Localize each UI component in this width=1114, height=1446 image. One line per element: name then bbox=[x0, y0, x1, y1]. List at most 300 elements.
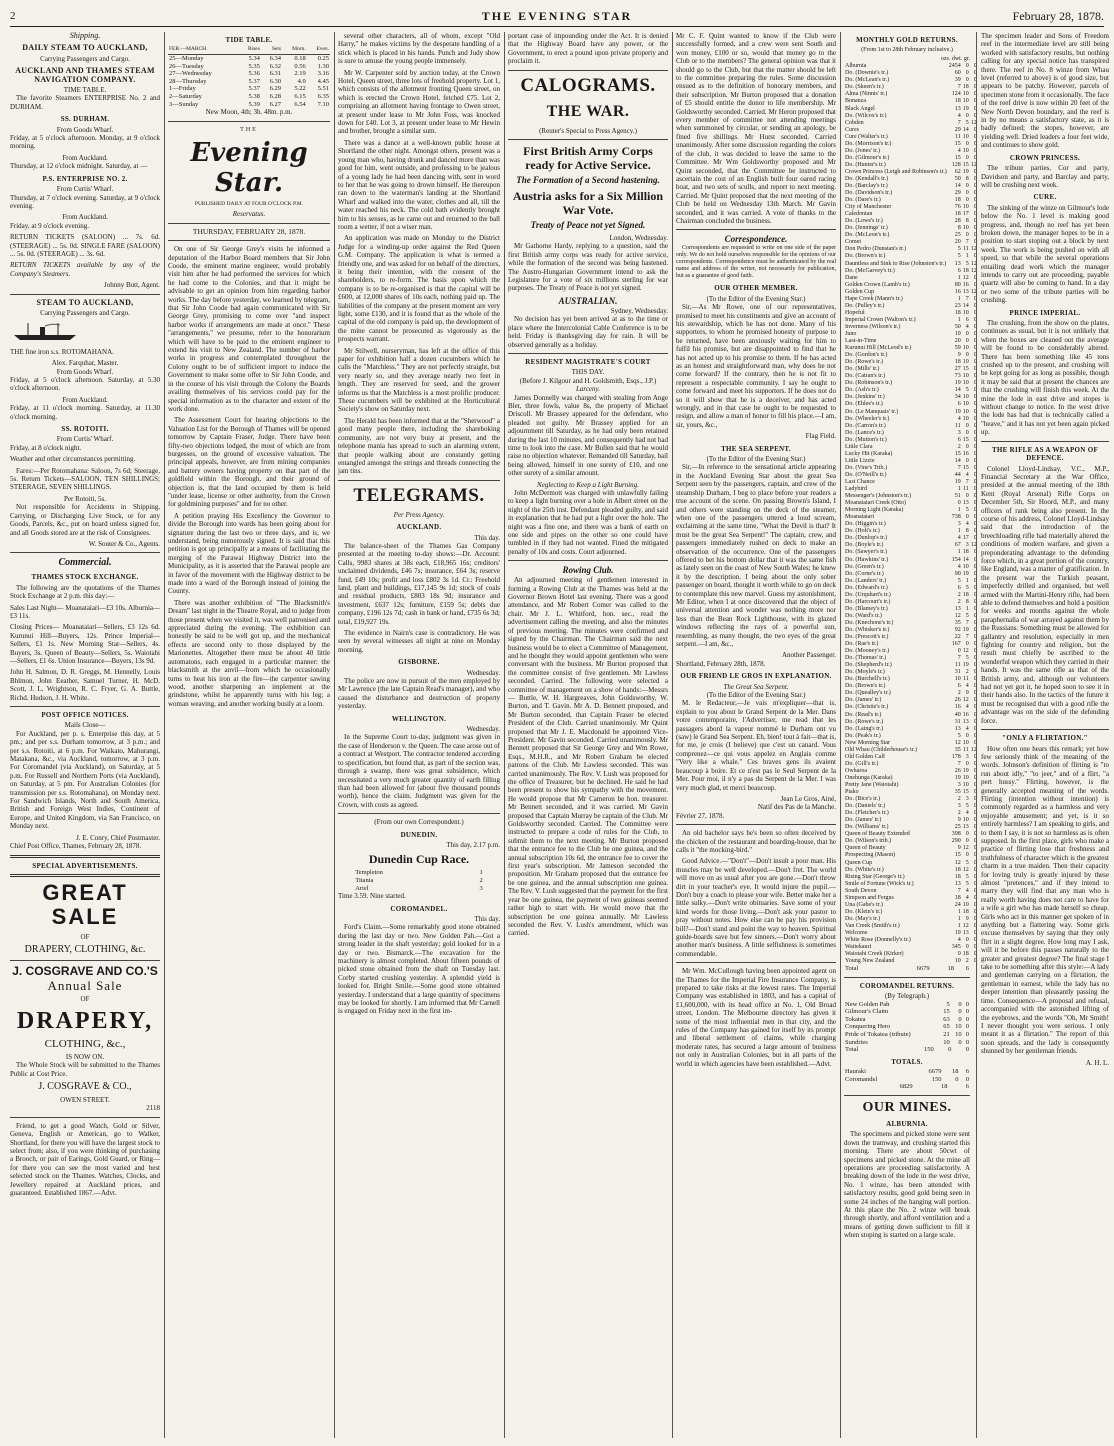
gold-return-row bbox=[844, 712, 978, 719]
gold-return-value: 31 bbox=[954, 718, 961, 725]
gold-return-value: 4 bbox=[957, 415, 961, 422]
durham-from: From Goods Wharf. bbox=[56, 125, 114, 134]
gold-return-name: Bonanza bbox=[845, 98, 866, 105]
gold-return-name: Do. (Pulley's tr.) bbox=[845, 302, 885, 309]
tide-value: 6.30 bbox=[269, 77, 282, 85]
gold-total bbox=[844, 965, 970, 973]
gold-return-value: 27 bbox=[954, 366, 961, 373]
gold-return-value: 0 bbox=[973, 239, 977, 246]
gold-return-name: Golden Cup bbox=[845, 288, 875, 295]
gold-return-value: 0 bbox=[973, 619, 977, 626]
gold-return-value: 0 bbox=[973, 190, 977, 197]
gold-return-name: Black Angel bbox=[845, 105, 875, 112]
gold-return-name: Cure (Walter's tr.) bbox=[845, 133, 888, 140]
tide-column-header: Morn. bbox=[282, 46, 307, 54]
gold-return-row bbox=[844, 704, 978, 711]
rotoiti-heading: SS. ROTOITI. bbox=[61, 425, 109, 434]
divider bbox=[508, 70, 668, 71]
steam-to-auckland-sub: Carrying Passengers and Cargo. bbox=[40, 308, 130, 317]
rotomahana-ad: THE fine iron s.s. ROTOMAHANA. bbox=[10, 347, 114, 356]
gold-return-name: Do. (Urquhart's tr.) bbox=[845, 591, 891, 598]
gold-return-value: 5 bbox=[957, 577, 961, 584]
flirtation-body: How often one hears this remark; yet how few seriously think of the meaning of the words. Johnson's definition of flirting is "to run about idly," "to jeer," and of a flirt, "a pert hussy." Flirting, however, is the generally accepted meaning of the words. Flirting (intention without intention) is commonly regarded as a harmless and very enjoyable amusement; and yet, is it so entirely harmless? I am speaking to girls, and to them I say, it is not so harmless as is often supposed. In the first place, girls who make a practice of flirting lose that freshness and truthfulness of character which is the greatest charm in a true maiden. Then their capacity for loving truly is greatly injured by these almost "pretences," and if they intend to marry they will find that any man who is really worth having does not care to have for a wife a girl who has made herself so cheap. Girls who act in this manner get spoken of in anything but a flattering way. Some girls excuse themselves by saying that they only flirt in a slight degree. How long may I ask, will it be before this passes naturally to the greater and greatest degree? The final stage I take to be something after this style:—A lady and gentleman carrying on a flirtation, the gentleman in earnest, while the lady has no deeper intention than pleasantly passing the time. Consequence—A proposal and refusal, accompanied with the astonished lifting of the eyebrows, and the words "Oh, Mr Smith! I never thought you were serious. I only meant it as a flirtation." The report of this soon spreads, and the lady is consequently shunned by her gentleman friends. bbox=[981, 744, 1109, 1056]
gold-return-row bbox=[844, 549, 978, 556]
gold-return-value: 31 bbox=[954, 669, 961, 676]
gold-return-value: 19 bbox=[962, 105, 969, 112]
gold-return-value: 15 bbox=[954, 852, 961, 859]
gold-return-value: 6 bbox=[957, 436, 961, 443]
gold-return-row bbox=[844, 888, 978, 895]
gold-return-value: 0 bbox=[973, 380, 977, 387]
dateline-gisborne: GISBORNE. bbox=[398, 658, 440, 667]
gold-return-value: 1 bbox=[957, 486, 961, 493]
enterprise-from: From Curtis' Wharf. bbox=[56, 185, 114, 194]
gold-return-value: 18 bbox=[954, 98, 961, 105]
tide-row bbox=[168, 85, 330, 93]
gold-return-value: 22 bbox=[954, 634, 961, 641]
tide-value: 5.36 bbox=[248, 70, 260, 78]
gold-return-value: 0 bbox=[973, 521, 977, 528]
gold-return-name: Do. (Harcourt's tr.) bbox=[845, 598, 891, 605]
moon-phase: New Moon, 4th; 3h. 48m. p.m. bbox=[205, 108, 293, 117]
cup-time: Time 3.59. Nine started. bbox=[338, 892, 406, 901]
gold-return-value: 0 bbox=[973, 183, 977, 190]
gold-return-value: 8 bbox=[965, 598, 969, 605]
letter-signature-2: Natif des Pas de la Manche. bbox=[757, 803, 836, 812]
gold-return-value: 0 bbox=[973, 958, 977, 965]
gold-return-value: 0 bbox=[965, 852, 969, 859]
gold-return-value: 0 bbox=[973, 591, 977, 598]
gold-return-name: Alburnia bbox=[845, 63, 867, 70]
dunedin-cup-heading: Dunedin Cup Race. bbox=[368, 852, 470, 867]
neglecting-body: John McDermott was charged with unlawfully failing to keep a light burning over a hole in Albert street on the night of the 25th inst. Defendant pleaded guilty, and said in explanation that he had put a light over the hole. The night was a fine one, and there was a bank of earth on one side and pipes on the other so one could have tumbled in if they had not wanted. Fined the mitigated penalty of 10s and costs. Court adjourned. bbox=[508, 489, 668, 556]
gold-return-value: 7 bbox=[965, 478, 969, 485]
tide-name: 26—Tuesday bbox=[169, 62, 204, 70]
enterprise-auckland: From Auckland. bbox=[62, 213, 108, 222]
gold-return-name: Do. (Brown's tr.) bbox=[845, 253, 886, 260]
gold-return-name: Queen Cup bbox=[845, 859, 873, 866]
gold-return-value: 0 bbox=[973, 91, 977, 98]
divider bbox=[10, 960, 160, 961]
gold-return-value: 12 bbox=[962, 866, 969, 873]
dunedin-day: This day, 2.17 p.m. bbox=[446, 840, 500, 849]
gold-returns-block bbox=[844, 32, 977, 1243]
gold-return-row bbox=[844, 303, 978, 310]
gold-return-value: 0 bbox=[973, 338, 977, 345]
gold-return-row bbox=[844, 479, 978, 486]
masthead-date: February 28, 1878. bbox=[1012, 9, 1104, 23]
gold-return-value: 7 bbox=[965, 239, 969, 246]
gold-return-value: 14 bbox=[954, 387, 961, 394]
gold-return-row bbox=[844, 296, 978, 303]
gold-return-value: 4 bbox=[957, 937, 961, 944]
tide-value: 3.16 bbox=[317, 70, 329, 78]
tide-column-header: Even. bbox=[307, 46, 330, 54]
gold-return-name: Hape Creek (Mann's tr.) bbox=[845, 295, 903, 302]
gold-return-value: 0 bbox=[973, 281, 977, 288]
gold-return-value: 18 bbox=[962, 591, 969, 598]
letter-signature: Jean Le Gros, Ainé, bbox=[780, 794, 836, 803]
gold-return-value: 25 bbox=[954, 824, 961, 831]
column-3-telegrams bbox=[338, 32, 500, 1438]
tide-value: 5.39 bbox=[248, 100, 260, 108]
gold-return-value: 7 bbox=[957, 887, 961, 894]
gold-return-value: 2 bbox=[957, 796, 961, 803]
gold-return-value: 345 bbox=[951, 944, 961, 951]
gold-return-value: 18 bbox=[954, 309, 961, 316]
gold-return-value: 9 bbox=[957, 817, 961, 824]
rotomahana-from: From Goods Wharf. bbox=[56, 367, 114, 376]
gold-return-value: 50 bbox=[954, 323, 961, 330]
gold-return-value: 1 bbox=[957, 528, 961, 535]
telegrams-heading: TELEGRAMS. bbox=[353, 484, 485, 506]
gold-return-value: 0 bbox=[973, 683, 977, 690]
gold-return-value: 1 bbox=[957, 316, 961, 323]
column-4-war bbox=[508, 32, 668, 1438]
coromandel-return-name: Sundries bbox=[845, 1038, 868, 1046]
this-day: THIS DAY. bbox=[571, 368, 605, 377]
gold-return-value: 0 bbox=[973, 204, 977, 211]
tide-value: 6.28 bbox=[269, 92, 282, 100]
gold-return-value: 0 bbox=[973, 915, 977, 922]
gold-return-value: 0 bbox=[973, 168, 977, 175]
tide-value: 6.35 bbox=[317, 92, 329, 100]
gold-return-value: 3 bbox=[965, 796, 969, 803]
totals-value: 18 bbox=[951, 1068, 959, 1076]
gold-return-value: 10 bbox=[962, 98, 969, 105]
divider bbox=[844, 977, 970, 978]
gold-return-value: 0 bbox=[973, 922, 977, 929]
gold-return-row bbox=[844, 451, 978, 458]
gold-return-name: Do. (Jennings' tr.) bbox=[845, 225, 888, 232]
court-before: (Before J. Kilgour and H. Goldsmith, Esqs., J.P.) bbox=[519, 376, 657, 385]
gold-return-value: 18 bbox=[962, 549, 969, 556]
gold-return-name: Pretty Jane (Waiotahi) bbox=[845, 782, 899, 788]
gold-return-row bbox=[844, 775, 978, 782]
gold-return-value: 0 bbox=[973, 450, 977, 457]
coromandel-return-value: 0 bbox=[965, 1038, 969, 1046]
rotoiti-fare: Per Rotoiti, 5s. bbox=[63, 494, 106, 503]
gold-return-value: 0 bbox=[973, 309, 977, 316]
tide-value: 6.15 bbox=[294, 92, 306, 100]
durham-auckland-times: Thursday, at 12 o'clock midnight. Saturday, at — bbox=[10, 162, 148, 171]
flirtation-heading: "ONLY A FLIRTATION." bbox=[1002, 734, 1088, 743]
ad-daily-steam-sub: Carrying Passengers and Cargo. bbox=[40, 54, 130, 63]
gold-return-value: 16 bbox=[954, 704, 961, 711]
enterprise-heading: P.S. ENTERPRISE NO. 2. bbox=[42, 174, 128, 183]
gold-return-value: 5 bbox=[965, 803, 969, 810]
gold-return-value: 5 bbox=[965, 612, 969, 619]
gold-return-name: Do. (Laing's tr.) bbox=[845, 725, 884, 732]
gold-return-value: 35 bbox=[954, 746, 961, 753]
gold-return-name: Lucky Hit (Karaka) bbox=[845, 450, 893, 457]
gold-return-value: 40 bbox=[954, 711, 961, 718]
gold-return-value: 19 bbox=[954, 774, 961, 781]
gold-return-value: 0 bbox=[973, 718, 977, 725]
gold-return-name: Do. (Barclay's tr.) bbox=[845, 183, 888, 190]
tide-value: 7.10 bbox=[317, 100, 329, 108]
gold-return-name: White Rose (Donnelly's tr.) bbox=[845, 937, 911, 944]
telegram-coromandel: Ford's Claim.—Some remarkably good stone obtained during the last day or two. New Golden Pah.—Got a strong leader in the shaft yesterday; gold looked for in a day or two. Bismarck.—The excavation for the machinery is almost completed. About fifteen pounds of picked stone obtained from the shaft on Tuesday last. Corby started crushing yesterday. A splendid yield is looked for. Bright Smile.—Some good stone obtained yesterday. I understand that a large quantity of specimens may be looked for shortly. I am informed that Mr Carnell is engaged on Friday next in the first im- bbox=[338, 923, 500, 1016]
gold-return-value: 0 bbox=[973, 605, 977, 612]
gold-return-name: Do. (Dunlop's tr.) bbox=[845, 535, 888, 542]
gold-return-name: Do. (Gill's tr.) bbox=[845, 760, 879, 767]
gold-return-name: Do. (Hawkins' tr.) bbox=[845, 556, 889, 563]
coromandel-return-row bbox=[844, 1039, 970, 1047]
gold-return-name: Do. (Klein's tr.) bbox=[845, 908, 883, 915]
coromandel-return-name: New Golden Pah bbox=[845, 1000, 890, 1008]
gold-return-value: 0 bbox=[973, 887, 977, 894]
totals-name: Hauraki bbox=[845, 1068, 866, 1076]
gold-return-row bbox=[844, 747, 978, 754]
gold-return-name: Do. (Read's tr.) bbox=[845, 711, 882, 718]
published-line: PUBLISHED DAILY AT FOUR O'CLOCK P.M. bbox=[194, 200, 304, 207]
durham-heading: SS. DURHAM. bbox=[60, 115, 110, 124]
cup-result-value: 3 bbox=[479, 884, 483, 892]
divider bbox=[10, 552, 160, 553]
gold-return-value: 10 bbox=[962, 901, 969, 908]
gold-return-value: 1 bbox=[957, 295, 961, 302]
gold-return-name: Morning Light (Karaka) bbox=[845, 507, 904, 514]
totals-value: 6 bbox=[965, 1068, 969, 1076]
gold-return-row bbox=[844, 113, 978, 120]
coromandel-return-name: Tokatea bbox=[845, 1015, 866, 1023]
larceny-heading: Larceny. bbox=[575, 385, 601, 394]
drapery-heading: DRAPERY, bbox=[16, 1007, 154, 1034]
other-member-heading: OUR OTHER MEMBER. bbox=[714, 284, 798, 293]
gold-return-name: Do. (Catran's tr.) bbox=[845, 373, 886, 380]
gold-return-name: Do. (Vine's Trib.) bbox=[845, 464, 888, 471]
gold-return-value: 0 bbox=[965, 760, 969, 767]
cup-result-row bbox=[354, 885, 484, 893]
gold-return-value: 10 bbox=[962, 817, 969, 824]
gold-return-row bbox=[844, 902, 978, 909]
gold-return-value: 0 bbox=[965, 154, 969, 161]
gold-return-name: Do. (Quealley's tr.) bbox=[845, 690, 891, 697]
gold-return-value: 0 bbox=[973, 464, 977, 471]
gold-return-value: 12 bbox=[962, 648, 969, 655]
gold-return-value: 0 bbox=[973, 147, 977, 154]
gold-return-value: 7 bbox=[957, 119, 961, 126]
gold-return-value: 15 bbox=[954, 450, 961, 457]
gold-return-value: 14 bbox=[962, 126, 969, 133]
gold-return-value: 178 bbox=[951, 753, 961, 760]
gold-return-value: 0 bbox=[973, 944, 977, 951]
army-headline: First British Army Corps ready for Active Service. bbox=[523, 144, 653, 173]
tide-value: 0.25 bbox=[317, 55, 329, 62]
gold-return-value: 0 bbox=[973, 676, 977, 683]
weather-note: Weather and other circumstances permitting. bbox=[10, 455, 136, 464]
gold-return-name: Do. (Jenkins' tr.) bbox=[845, 394, 885, 401]
gold-return-value: 4 bbox=[965, 704, 969, 711]
gold-return-value: 12 bbox=[962, 274, 969, 281]
gold-return-value: 19 bbox=[954, 929, 961, 936]
totals-value: 0 bbox=[965, 1075, 969, 1083]
gold-return-value: 34 bbox=[954, 394, 961, 401]
tide-value: 5.37 bbox=[248, 85, 260, 93]
gold-return-value: 4 bbox=[957, 112, 961, 119]
gold-return-value: 13 bbox=[962, 288, 969, 295]
divider bbox=[10, 874, 160, 877]
gold-return-value: 1 bbox=[957, 922, 961, 929]
gold-return-value: 13 bbox=[954, 725, 961, 732]
gold-return-value: 0 bbox=[973, 549, 977, 556]
gold-return-value: 0 bbox=[973, 77, 977, 84]
gold-return-name: Welcome bbox=[845, 929, 868, 936]
gold-return-value: 1 bbox=[965, 253, 969, 260]
gold-return-value: 8 bbox=[957, 225, 961, 232]
coromandel-return-name: Pride of Tokatea (tribute) bbox=[845, 1031, 911, 1038]
gold-return-row bbox=[844, 620, 978, 627]
gold-return-name: Do. (Corne's tr.) bbox=[845, 570, 884, 577]
gold-return-value: 29 bbox=[954, 190, 961, 197]
gold-return-name: Prospecting (Mason) bbox=[845, 852, 896, 859]
news-paragraph: several other characters, all of whom, except "Old Harry," he makes victims by the desperate handling of a stick which is placed in his hands. Punch and Judy show is sure to amuse the young people immensely. bbox=[338, 32, 500, 66]
gold-return-value: 2 bbox=[957, 810, 961, 817]
gold-return-value: 12 bbox=[954, 612, 961, 619]
gold-return-value: 0 bbox=[973, 859, 977, 866]
gold-return-value: 5 bbox=[957, 246, 961, 253]
gold-return-name: Do. (Wheeler's tr.) bbox=[845, 415, 890, 422]
gold-return-name: Do. (Blamey's tr.) bbox=[845, 605, 888, 612]
total-label: Total bbox=[845, 1046, 859, 1054]
coro-total-dwt: 0 bbox=[948, 1046, 952, 1054]
tide-value: 5.38 bbox=[248, 92, 260, 100]
gold-return-value: 0 bbox=[973, 486, 977, 493]
gold-return-value: 0 bbox=[973, 634, 977, 641]
coromandel-return-value: 5 bbox=[946, 1000, 950, 1008]
gold-return-value: 80 bbox=[954, 281, 961, 288]
newspaper-title: Evening Star. bbox=[190, 137, 308, 198]
gold-return-row bbox=[844, 176, 978, 183]
cup-result-row bbox=[354, 877, 484, 885]
coromandel-return-value: 0 bbox=[965, 1031, 969, 1038]
gold-return-value: 0 bbox=[973, 225, 977, 232]
gold-return-value: 12 bbox=[954, 739, 961, 746]
telegram-auckland: The balance-sheet of the Thames Gas Company presented at the meeting to-day shows:—Dr. Account: Calls, 9983 shares at 38s each, £18,965 16s; creditors' unclaimed dividends, £46 7s; insurance, £64 3s; reserve fund, £49 10s; profit and loss £802 3s 1d. Cr.: Freehold land, plant and buildings, £17,145 9s 1d; stock of coals and residual products, £803 18s 9d; insurance and investment, £637 12s; furniture, £159 5s; debts due company, £196 12s 7d; cash in bank or hand, £735 6s 3d; total, £19,927 19s. bbox=[338, 541, 500, 626]
gold-return-row bbox=[844, 557, 978, 564]
divider bbox=[10, 855, 160, 858]
gold-return-value: 25 bbox=[954, 232, 961, 239]
gold-return-value: 19 bbox=[954, 380, 961, 387]
divider bbox=[168, 121, 330, 122]
gold-return-value: 12 bbox=[962, 922, 969, 929]
gold-return-value: 2 bbox=[965, 669, 969, 676]
cup-result-name: Titania bbox=[355, 876, 374, 884]
alburnia-heading: ALBURNIA. bbox=[886, 1119, 928, 1128]
dateline-coromandel: COROMANDEL. bbox=[390, 904, 448, 913]
gold-return-value: 4 bbox=[965, 810, 969, 817]
gold-return-value: 12 bbox=[970, 267, 977, 274]
gold-return-value: 0 bbox=[973, 803, 977, 810]
gold-return-row bbox=[844, 599, 978, 606]
tide-value: 0.18 bbox=[294, 55, 306, 62]
gold-return-name: Do. (Mills' tr.) bbox=[845, 366, 880, 373]
gold-return-name: Do. (Knechone's tr.) bbox=[845, 619, 894, 626]
gold-return-value: 0 bbox=[973, 669, 977, 676]
gold-return-value: 0 bbox=[973, 782, 977, 788]
good-advice-paragraph: Good Advice.—"Don't"—Don't insult a poor man. His muscles may be well developed.—Don't fret. The world will move on as usual after you are gone.—Don't throw dirt in your teacher's eye. It would injure the pupil.—Don't buy a coach to please your wife. Better make her a little sulky.—Don't write obituaries. Save some of your kind words for those living.—Don't ask your pastor to pray without notes. How else can he pay his provision bill?—Don't stand and point the way to heaven. Spiritual guide-boards save but few sinners.—Don't worry about another man's business. A little selfishness is sometimes commendable. bbox=[676, 857, 836, 958]
gold-return-value: 290 bbox=[951, 838, 961, 845]
gold-return-value: 12 bbox=[970, 246, 977, 253]
tide-value: 4.0 bbox=[297, 77, 306, 85]
gold-return-name: Do. (Higgin's tr.) bbox=[845, 521, 886, 528]
gold-return-value: 0 bbox=[973, 105, 977, 112]
news-paragraph: There was a dance at a well-known public house at Shortland the other night. Amongst others, present was a young man who, having drunk and danced more than was good for him, went outside, and professing to be jealous of a young lady he had been dancing with, sent in word to her that he was going to drown himself. He thereupon ran down to the waterman's landing at the Shortland Wharf and walked into the water, clothes and all, till the water reached his neck. The cold bath evidently brought him to his senses, as he came out and returned to the ball room a wetter, if not a wiser man. bbox=[338, 138, 500, 231]
gold-return-value: 5 bbox=[965, 655, 969, 662]
cup-result-row bbox=[354, 869, 484, 877]
gold-return-value: 12 bbox=[970, 542, 977, 549]
gold-return-value: 0 bbox=[965, 183, 969, 190]
gold-return-value: 0 bbox=[973, 345, 977, 352]
gold-return-value: 39 bbox=[954, 77, 961, 84]
gold-return-value: 0 bbox=[973, 845, 977, 852]
gold-return-value: 9 bbox=[965, 915, 969, 922]
gold-return-name: Do. (Kendall's tr.) bbox=[845, 175, 889, 182]
cup-result-value: 2 bbox=[479, 876, 483, 884]
gold-return-row bbox=[844, 571, 978, 578]
column-rule bbox=[164, 32, 165, 1438]
durham-auckland: From Auckland. bbox=[62, 153, 108, 162]
gold-return-value: 28 bbox=[954, 218, 961, 225]
gold-return-value: 0 bbox=[973, 133, 977, 140]
correspondence-note: Correspondents are requested to write on one side of the paper only. We do not hold ourselves responsible for the opinions of our correspondents. Correspondence must be authenticated by the real name and address of the writer, not necessarily for publication, but as a guarantee of good faith. bbox=[676, 245, 836, 280]
tide-column-header: Rises bbox=[239, 46, 261, 54]
gold-return-row bbox=[844, 204, 978, 211]
gold-return-value: 13 bbox=[962, 500, 969, 507]
gold-return-row bbox=[844, 253, 978, 260]
gold-return-name: Smile of Fortune (Wick's tr.) bbox=[845, 880, 914, 887]
gold-return-row bbox=[844, 331, 978, 338]
bachelor-paragraph: An old bachelor says he's been so often deceived by the chicken of the restaurant and boarding-house, that he calls it "the mocking-bird." bbox=[676, 829, 836, 854]
gold-return-value: 0 bbox=[973, 880, 977, 887]
gold-return-name: City of Manchester bbox=[845, 204, 892, 211]
gold-return-value: 0 bbox=[973, 725, 977, 732]
london-dateline: London, Wednesday. bbox=[609, 234, 668, 243]
gold-return-row bbox=[844, 155, 978, 162]
gold-return-value: 7 bbox=[965, 634, 969, 641]
tide-value: 2.19 bbox=[294, 70, 306, 78]
gold-return-value: 8 bbox=[965, 528, 969, 535]
gold-return-name: Do. (Morrison's tr.) bbox=[845, 140, 892, 147]
gold-return-row bbox=[844, 733, 978, 740]
gold-return-name: Do. (Prescott's tr.) bbox=[845, 634, 889, 641]
gold-return-name: Do. (Bice's tr.) bbox=[845, 796, 881, 803]
gold-return-value: 0 bbox=[965, 352, 969, 359]
gold-return-row bbox=[844, 282, 978, 289]
rowing-continued: Mr C. F. Quint wanted to know if the Club were successfully formed, and a crew were sent South and won money, £100 or so, would that money go to the Club or to the members? The general opinion was that it should go to the Club, but that the matter should be left to the committee preparing the rules. Some discussion ensued as to the definition of honorary members, and their subscription. Mr Burton proposed that a donation of £5 should entitle the donor to life membership. Mr Goldsworthy seconded. Carried. Mr Heron proposed that every member of committee not attending meetings when summoned by circular, or sending an apology, be fined five shillings. Mr Hurst seconded. Carried unanimously. After some discussion regarding the colors of the club, it was decided to leave the same to the Committee. Mr Wm Goldsworthy proposed and Mr Quint seconded, that the Committee be instructed to ascertain the cost of an English built four oared racing boat, and two sets of sculls, and report to next meeting. Carried. Mr Quint proposed that the next meeting of the Club be held on Wednesday 13th March. Mr Gavin seconded, and it was carried. A vote of thanks to the Chairman concluded the business. bbox=[676, 32, 836, 225]
gold-return-name: Do. (Landers' tr.) bbox=[845, 577, 887, 584]
steam-to-auckland-heading: STEAM TO AUCKLAND, bbox=[36, 297, 134, 307]
gold-return-row bbox=[844, 106, 978, 113]
gold-return-value: 0 bbox=[973, 739, 977, 746]
agent-signature: Johnny Butt, Agent. bbox=[103, 281, 160, 290]
wellington-day: Wednesday. bbox=[466, 725, 500, 734]
gold-return-value: 1 bbox=[965, 577, 969, 584]
gold-return-value: 10 bbox=[962, 359, 969, 366]
gold-return-value: 5 bbox=[965, 387, 969, 394]
gold-return-name: Do. (Jones' tr.) bbox=[845, 147, 881, 154]
return-note: RETURN TICKETS available by any of the Company's Steamers. bbox=[10, 261, 160, 278]
coromandel-return-value: 0 bbox=[965, 1008, 969, 1016]
gold-return-value: 3 bbox=[965, 542, 969, 549]
coromandel-total bbox=[844, 1046, 970, 1054]
gold-return-row bbox=[844, 951, 978, 958]
gold-return-name: Do. (Rowe's tr.) bbox=[845, 359, 884, 366]
news-paragraph: portant case of impounding under the Act. It is denied that the Highway Board have any power, or the Government, to erect a pound upon private property and proclaim it. bbox=[508, 32, 668, 66]
gold-return-value: 0 bbox=[973, 140, 977, 147]
gold-return-name: Simpson and Fergus bbox=[845, 894, 894, 901]
